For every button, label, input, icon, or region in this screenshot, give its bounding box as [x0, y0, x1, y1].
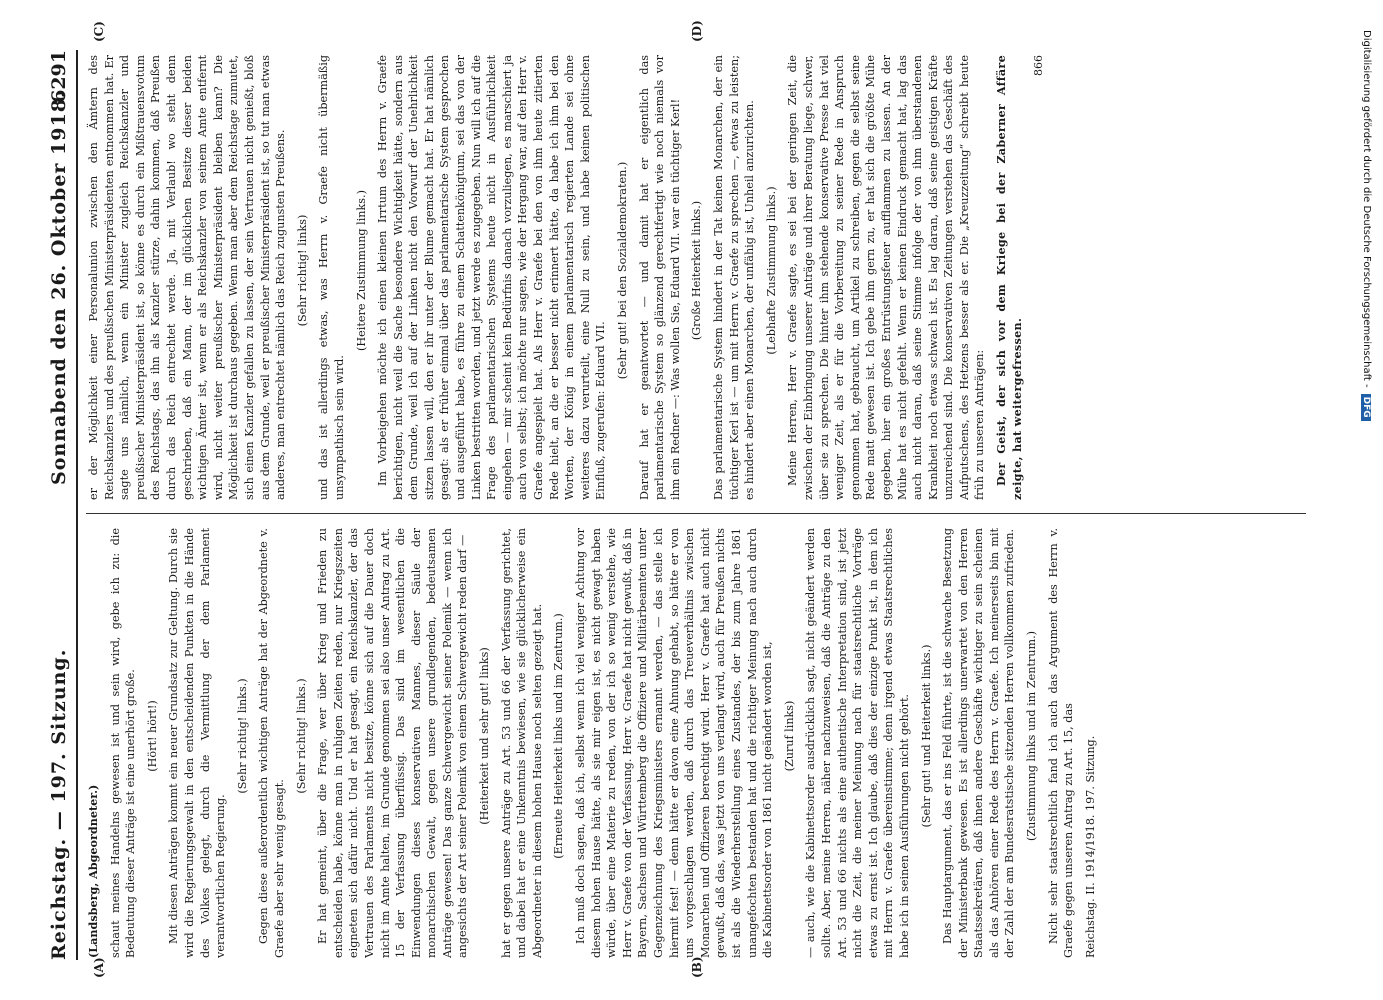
margin-marker-b: (B) [690, 956, 704, 978]
paragraph: Ich muß doch sagen, daß ich, selbst wenn ich viel weniger Achtung vor diesem hohen Hause hätte, als sie mir eigen ist, es nicht gewagt haben würde, über eine Materie zu reden, von der ich so wenig verstehe, wie Herr v. Graefe von der Verfassung. Herr v. Graefe hat nicht gewußt, daß in Bayern, Sachsen und Württemberg die Offiziere und Militärbeamten unter Gegenzeichnung des Kriegsministers ernannt werden, — das stelle ich hiermit fest! — denn hätte er davon eine Ahnung gehabt, so hätte er von uns vorgeschlagen werden, daß durch das Treueverhältnis zwischen Monarchen und Offizieren berechtigt wird. Herr v. Graefe hat auch nicht gewußt, daß das, was jetzt von uns verlangt wird, auch für Preußen nichts ist als die Wiederherstellung eines Zustandes, der bis zum Jahre 1861 unangefochten bestanden hat und die richtiger Meinung nach auch durch die Kabinettsorder von 1861 nicht geändert worden ist, [574, 528, 775, 958]
column-divider [86, 513, 1306, 514]
remark: (Erneute Heiterkeit links und im Zentrum.) [552, 613, 566, 859]
right-column [86, 55, 1346, 500]
remark: (Sehr richtig! links) [295, 214, 309, 327]
paragraph: hat er gegen unsere Anträge zu Art. 53 und 66 der Verfassung gerichtet, und dabei hat er eine Unkenntnis bewiesen, wie sie glücklicherweise ein Abgeordneter in diesem hohen Hause noch selten gezeigt hat. [499, 528, 544, 958]
remark: (Lebhafte Zustimmung links.) [764, 186, 778, 355]
paragraph: Das parlamentarische System hindert in der Tat keinen Monarchen, der ein tüchtiger Kerl ist — um mit Herrn v. Graefe zu sprechen —, etwas zu leisten; es hindert aber einen Monarchen, der unfähig ist, Unheil anzurichten. [711, 55, 757, 500]
paragraph: und das ist allerdings etwas, was Herrn v. Graefe nicht übermäßig unsympathisch sein wird. [317, 55, 346, 500]
quotation: Der Geist, der sich vor dem Kriege bei der Zaberner Affäre zeigte, hat weitergefressen. [994, 55, 1024, 500]
paragraph: Meine Herren, Herr v. Graefe sagte, es sei bei der geringen Zeit, die zwischen der Einbringung unserer Anträge und ihrer Beratung liege, schwer, über sie zu sprechen. Die hinter ihm stehende konservative Presse hat viel weniger Zeit, als er für die Vorbereitung zu seiner Rede in Anspruch genommen hat, gebraucht, um Artikel zu schreiben, gegen die selbst seine Rede matt gewesen ist. Ich gebe ihm gern zu, er hat sich die größte Mühe gegeben, hier ein großes Entrüstungsfeuer aufflammen zu lassen. An der Mühe hat es nicht gefehlt. Wenn er keinen Eindruck gemacht hat, lag das auch nicht daran, daß seine Stimme infolge der von ihm überstandenen Krankheit noch etwas schwach ist. Es lag daran, daß seine geistigen Kräfte unzureichend sind. Die konservativen Zeitungen verstehen das Geschäft des Aufputschens, des Hetzens besser als er. Die „Kreuzzeitung“ schreibt heute früh zu unseren Anträgen: [786, 55, 987, 500]
credit-text: Digitalisierung gefördert durch die Deutsche Forschungsgemeinschaft - [1361, 30, 1372, 388]
paragraph: Er hat gemeint, über die Frage, wer über Krieg und Frieden zu entscheiden habe, könne man in ruhigen Zeiten reden, nur Kriegszeiten eigneten sich dafür nicht. Und er hat gesagt, ein Reichskanzler, der das Vertrauen des Parlaments nicht besitze, könne sich auf die Dauer doch nicht im Amte halten, im Grunde genommen sei also unser Antrag zu Art. 15 der Verfassung überflüssig. Das sind im wesentlichen die Einwendungen dieses konservativen Mannes, dieser Säule der monarchischen Gewalt, gegen unsere grundlegenden, bedeutsamen Anträge gewesen! Das ganze Schwergewicht seiner Polemik — wenn ich angesichts der Art seiner Polemik von einem Schwergewicht reden darf — [316, 528, 470, 958]
credit-line [1354, 30, 1372, 990]
footer-reference: Reichstag. II. 1914/1918. 197. Sitzung. [1083, 735, 1097, 958]
remark: (Sehr gut! und Heiterkeit links.) [919, 644, 933, 828]
paragraph: Im Vorbeigehen möchte ich einen kleinen Irrtum des Herrn v. Graefe berichtigen, nicht weil die Sache besondere Wichtigkeit hätte, sondern aus dem Grunde, weil ich auf der Linken nicht den Vorwurf der Unehrlichkeit sitzen lassen will, den er ihr unter der Blume gemacht hat. Er hat nämlich gesagt: als er früher einmal über das parlamentarische System gesprochen und ausgeführt habe, es führe zu einem Schattenkönigtum, sei das von der Linken bestritten worden, und jetzt werde es zugegeben. Nun will ich auf die Frage des parlamentarischen Systems heute nicht in Ausführlichkeit eingehen — mir scheint kein Bedürfnis danach vorzuliegen, es marschiert ja auch von selbst; ich möchte nur sagen, wie der Hergang war, auf den Herr v. Graefe angespielt hat. Als Herr v. Graefe bei den von ihm heute zitierten Rede hielt, an die er besser nicht erinnert hätte, da habe ich ihm bei den Worten, der König in einem parlamentarisch regierten Lande sei ohne weiteres dazu verurteilt, eine Null zu sein, und habe keinen politischen Einfluß, zugerufen: Eduard VII. [376, 55, 608, 500]
remark: (Heitere Zustimmung links.) [354, 190, 368, 351]
remark: (Zuruf links) [782, 700, 796, 772]
remark: (Große Heiterkeit links.) [690, 200, 704, 341]
header-session: Reichstag. — 197. Sitzung. [48, 648, 70, 960]
remark: (Sehr gut! bei den Sozialdemokraten.) [616, 161, 629, 380]
dfg-logo: DFG [1361, 394, 1371, 421]
remark: (Zustimmung links und im Zentrum.) [1025, 631, 1039, 841]
page-number: 6291 [48, 50, 70, 103]
paragraph: Nicht sehr staatsrechtlich fand ich auch das Argument des Herrn v. Graefe gegen unseren Antrag zu Art. 15, das [1046, 528, 1076, 958]
paragraph: Das Hauptargument, das er ins Feld führte, ist die schwache Besetzung der Ministerbank gewesen. Es ist allerdings unerwartet von den Herren Staatssekretären, daß ihnen andere Geschäfte wichtiger zu sein scheinen als das Anhören einer Rede des Herrn v. Graefe. Ich meinerseits bin mit der Zahl der am Bundesratstische sitzenden Herren vollkommen zufrieden. [941, 528, 1017, 958]
paragraph: Gegen diese außerordentlich wichtigen Anträge hat der Abgeordnete v. Graefe aber sehr wenig gesagt. [257, 528, 286, 958]
margin-marker-a: (A) [92, 957, 106, 978]
paragraph: — auch, wie die Kabinettsorder ausdrücklich sagt, nicht geändert werden sollte. Aber, meine Herren, näher nachzuweisen, daß die Anträge zu den Art. 53 und 66 nichts als eine authentische Interpretation sind, ist jetzt nicht die Zeit, die meiner Meinung nach für staatsrechtliche Vorträge etwas zu ernst ist. Ich glaube, daß dies der einzige Punkt ist, in dem ich mit Herrn v. Graefe übereinstimme; denn irgend etwas Staatsrechtliches habe ich in seinen Ausführungen nicht gehört. [804, 528, 911, 958]
margin-marker-c: (C) [92, 21, 106, 42]
left-column [86, 528, 1346, 958]
paragraph: Darauf hat er geantwortet — und damit hat er eigentlich das parlamentarische System so glänzend gerechtfertigt wie noch niemals vor ihm ein Redner —: Was wollen Sie, Eduard VII. war ein tüchtiger Kerl! [637, 55, 682, 500]
margin-marker-d: (D) [690, 20, 704, 42]
paragraph: er der Möglichkeit einer Personalunion zwischen den Ämtern des Reichskanzlers und des preußischen Ministerpräsidenten entnommen hat. Er sagte uns nämlich, wenn ein Minister zugleich Reichskanzler und preußischer Ministerpräsident ist, so könne es durch ein Mißtrauensvotum des Reichstags, das ihn als Kanzler stürze, dahin kommen, daß Preußen durch das Reich entrechtet werde. Ja, mit Verlaub! wo steht denn geschrieben, daß ein Mann, der im glücklichen Besitze dieser beiden wichtigen Ämter ist, wenn er als Reichskanzler von seinem Amte entfernt wird, nicht weiter preußischer Ministerpräsident bleiben kann? Die Möglichkeit ist durchaus gegeben. Wenn man aber dem Reichstage zumutet, sich einen Kanzler gefallen zu lassen, der sein Vertrauen nicht genießt, bloß aus dem Grunde, weil er preußischer Ministerpräsident ist, so tut man etwas anderes, man entrechtet nämlich das Reich zugunsten Preußens. [87, 55, 288, 500]
paragraph: Mit diesen Anträgen kommt ein neuer Grundsatz zur Geltung. Durch sie wird die Regierungsgewalt in den entscheidenden Punkten in die Hände des Volkes gelegt, durch die Vermittlung der dem Parlament verantwortlichen Regierung. [167, 528, 228, 958]
remark: (Sehr richtig! links.) [235, 678, 249, 794]
speaker-label: (Landsberg, Abgeordneter.) [86, 784, 100, 958]
remark: (Heiterkeit und sehr gut! links) [478, 647, 492, 825]
remark: (Hört! hört!) [145, 700, 159, 772]
digitization-credit [1356, 12, 1374, 988]
page-header [38, 50, 78, 960]
remark: (Sehr richtig! links.) [294, 678, 308, 794]
sheet-number: 866 [1032, 55, 1046, 76]
header-date: Sonnabend den 26. Oktober 1918. [48, 90, 70, 485]
paragraph: schaut meines Handelns gewesen ist und sein wird, gebe ich zu: die Bedeutung dieser Anträge ist eine unerhört große. [108, 528, 138, 958]
